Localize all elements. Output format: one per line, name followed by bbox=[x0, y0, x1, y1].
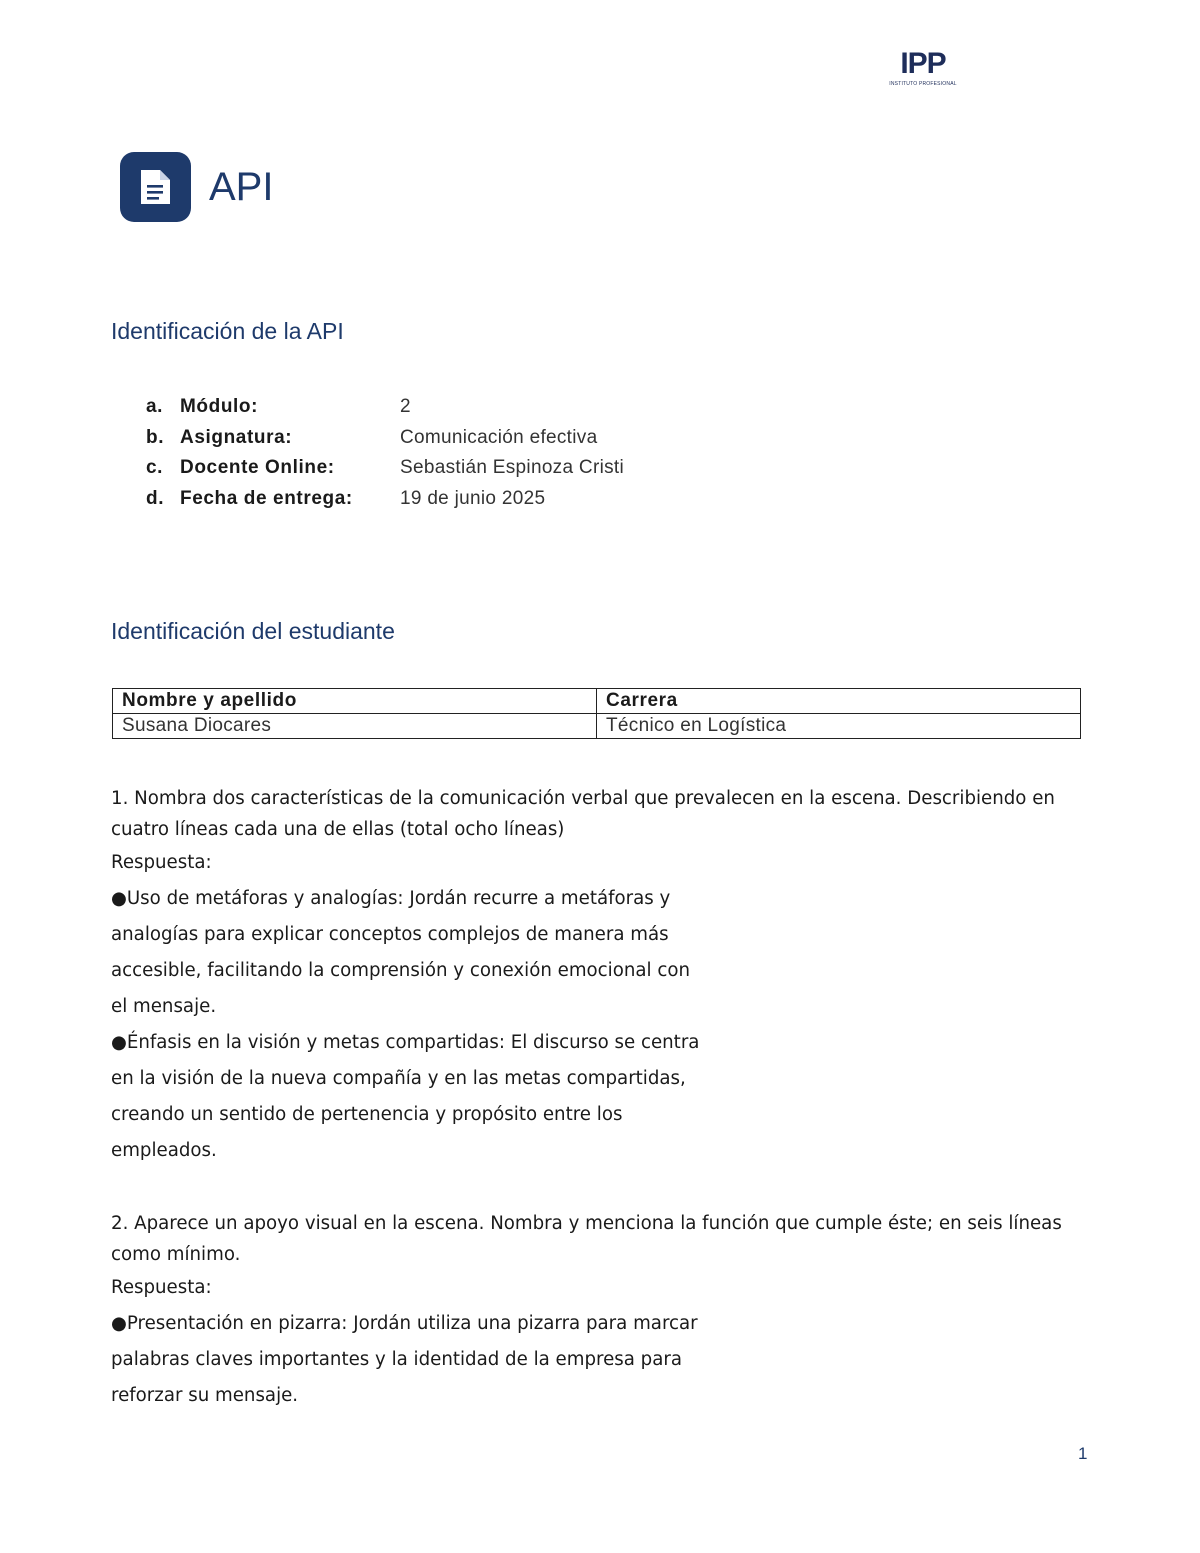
item-label: Docente Online: bbox=[180, 457, 335, 479]
item-value: 19 de junio 2025 bbox=[400, 487, 546, 509]
table-header-row bbox=[113, 689, 1081, 714]
item-value: 2 bbox=[400, 396, 411, 418]
item-letter: b. bbox=[146, 426, 165, 448]
list-item bbox=[146, 453, 624, 484]
document-title: API bbox=[209, 165, 274, 209]
header-cell-name: Nombre y apellido bbox=[113, 689, 597, 714]
api-details-list bbox=[146, 392, 624, 514]
item-value: Comunicación efectiva bbox=[400, 426, 598, 448]
question-2-text: 2. Aparece un apoyo visual en la escena. Nombra y menciona la función que cumple éste; en seis líneas como mínimo. bbox=[111, 1213, 1062, 1265]
list-item bbox=[146, 392, 624, 423]
response-label: Respuesta: bbox=[111, 852, 212, 873]
item-label: Módulo: bbox=[180, 396, 259, 418]
answer-bullet: ●Uso de metáforas y analogías: Jordán recurre a metáforas y analogías para explicar conceptos complejos de manera más accesible, facilitando la comprensión y conexión emocional con el mensaje. bbox=[111, 888, 690, 1017]
list-item bbox=[146, 484, 624, 515]
item-letter: d. bbox=[146, 487, 165, 509]
ipp-logo bbox=[884, 48, 962, 88]
document-glyph bbox=[139, 168, 172, 206]
answer-bullet: ●Énfasis en la visión y metas compartidas: El discurso se centra en la visión de la nueva compañía y en las metas compartidas, creando un sentido de pertenencia y propósito entre los empleados. bbox=[111, 1032, 700, 1161]
answer-bullet: ●Presentación en pizarra: Jordán utiliza una pizarra para marcar palabras claves importantes y la identidad de la empresa para reforzar su mensaje. bbox=[111, 1313, 698, 1406]
response-label: Respuesta: bbox=[111, 1277, 212, 1298]
api-section-heading: Identificación de la API bbox=[111, 318, 344, 344]
question-1-text: 1. Nombra dos características de la comunicación verbal que prevalecen en la escena. Describiendo en cuatro líneas cada una de ellas (total ocho líneas) bbox=[111, 788, 1055, 840]
table-row bbox=[113, 714, 1081, 739]
document-icon bbox=[120, 152, 191, 222]
list-item bbox=[146, 423, 624, 454]
item-letter: c. bbox=[146, 457, 164, 479]
cell-student-name: Susana Diocares bbox=[113, 714, 597, 739]
header-cell-career: Carrera bbox=[597, 689, 1081, 714]
logo-mark: IPP bbox=[900, 47, 946, 80]
item-label: Fecha de entrega: bbox=[180, 487, 353, 509]
logo-subtext: INSTITUTO PROFESIONAL bbox=[889, 81, 957, 87]
cell-student-career: Técnico en Logística bbox=[597, 714, 1081, 739]
question-2-block bbox=[111, 1209, 1071, 1414]
page-number: 1 bbox=[1078, 1444, 1088, 1463]
item-letter: a. bbox=[146, 396, 164, 418]
student-table bbox=[112, 688, 1081, 739]
student-section-heading: Identificación del estudiante bbox=[111, 618, 395, 644]
item-value: Sebastián Espinoza Cristi bbox=[400, 457, 624, 479]
question-1-block bbox=[111, 784, 1071, 1169]
item-label: Asignatura: bbox=[180, 426, 293, 448]
